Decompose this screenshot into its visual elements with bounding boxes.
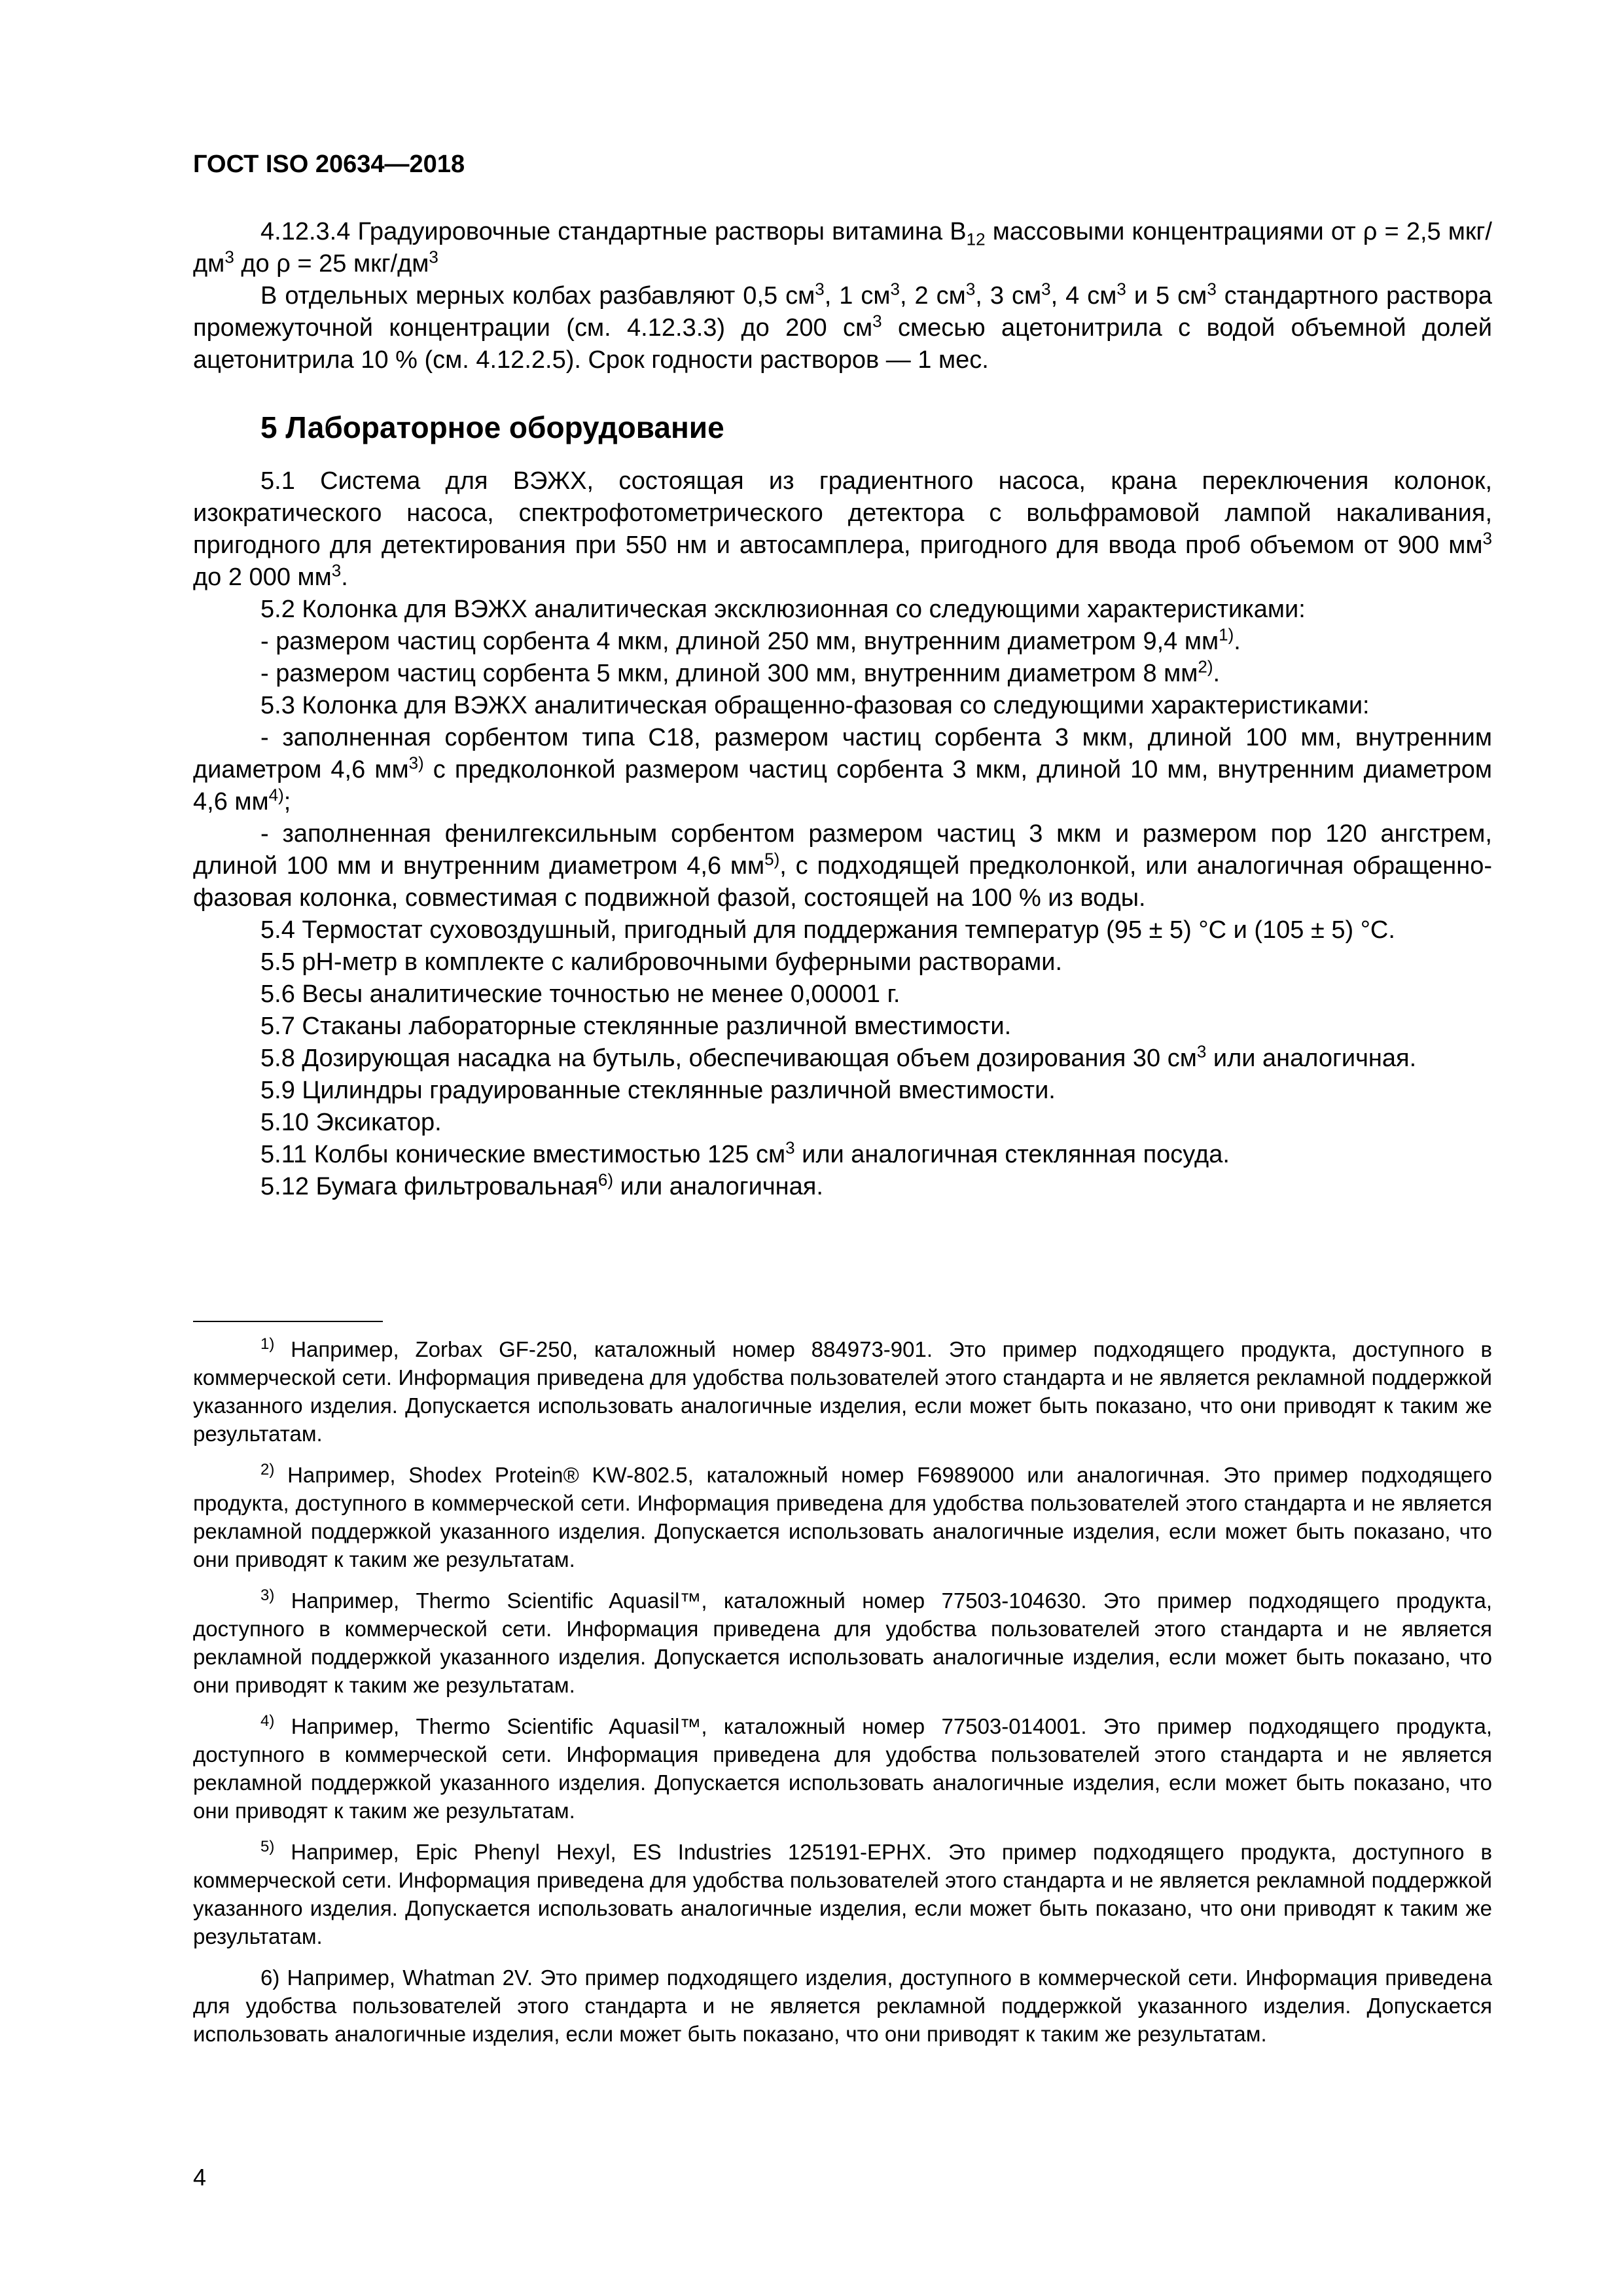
- section-title: 5 Лабораторное оборудование: [260, 410, 724, 444]
- paragraph-dilution: В отдельных мерных колбах разбавляют 0,5 $см^3$, 1 $см^3$, 2 $см^3$, 3 $см^3$, 4 $см^3$ и 5 $см^3$ стандартного раствора промежуточной концентрации (см. 4.12.3.3) до 200 $см^3$ смесью ацетонитрила с водой объемной долей ацетонитрила 10 % (см. 4.12.2.5). Срок годности растворов — 1 мес.: [193, 279, 1492, 374]
- footnote: 6) Например, Whatman 2V. Это пример подходящего изделия, доступного в коммерческой сети. Информация приведена для удобства пользователей этого стандарта и не является рекламной поддержкой указанного изделия. Допускается использовать аналогичные изделия, если может быть показано, что они приводят к таким же результатам.: [193, 1965, 1492, 2046]
- footnote-divider: [193, 1321, 383, 1322]
- item-5-2-dash-1: - размером частиц сорбента 4 мкм, длиной 250 мм, внутренним диаметром 9,4 $мм^{1)}$.: [260, 624, 1241, 655]
- item-5-3: 5.3 Колонка для ВЭЖХ аналитическая обращенно-фазовая со следующими характеристиками:: [260, 692, 1370, 719]
- footnote: $^{4)}$ Например, Thermo Scientific Aquasil™, каталожный номер 77503-014001. Это пример подходящего продукта, доступного в коммерческой сети. Информация приведена для удобства пользователей этого стандарта и не является рекламной поддержкой указанного изделия. Допускается использовать аналогичные изделия, если может быть показано, что они приводят к таким же результатам.: [193, 1712, 1492, 1823]
- item-5-10: 5.10 Эксикатор.: [260, 1109, 442, 1136]
- item-5-11: 5.11 Колбы конические вместимостью 125 $см^3$ или аналогичная стеклянная посуда.: [260, 1138, 1230, 1168]
- item-5-3-dash-1: - заполненная сорбентом типа С18, размером частиц сорбента 3 мкм, длиной 100 мм, внутренним диаметром 4,6 $мм^{3)}$ с предколонкой размером частиц сорбента 3 мкм, длиной 10 мм, внутренним диаметром 4,6 $мм^{4)}$;: [193, 724, 1492, 816]
- document-header: ГОСТ ISO 20634—2018: [193, 151, 465, 178]
- footnotes: [193, 1335, 1492, 2061]
- item-5-2: 5.2 Колонка для ВЭЖХ аналитическая эксклюзионная со следующими характеристиками:: [260, 596, 1306, 623]
- item-5-1: 5.1 Система для ВЭЖХ, состоящая из градиентного насоса, крана переключения колонок, изократического насоса, спектрофотометрического детектора с вольфрамовой лампой накаливания, пригодного для детектирования при 550 нм и автосамплера, пригодного для ввода проб объемом от 900 $мм^3$ до 2 000 $мм^3$.: [193, 467, 1492, 591]
- footnote: $^{2)}$ Например, Shodex Protein® KW-802.5, каталожный номер F6989000 или аналогичная. Это пример подходящего продукта, доступного в коммерческой сети. Информация приведена для удобства пользователей этого стандарта и не является рекламной поддержкой указанного изделия. Допускается использовать аналогичные изделия, если может быть показано, что они приводят к таким же результатам.: [193, 1461, 1492, 1571]
- footnote: $^{1)}$ Например, Zorbax GF-250, каталожный номер 884973-901. Это пример подходящего продукта, доступного в коммерческой сети. Информация приведена для удобства пользователей этого стандарта и не является рекламной поддержкой указанного изделия. Допускается использовать аналогичные изделия, если может быть показано, что они приводят к таким же результатам.: [193, 1335, 1492, 1446]
- footnote: $^{5)}$ Например, Epic Phenyl Hexyl, ES Industries 125191-EPHX. Это пример подходящего продукта, доступного в коммерческой сети. Информация приведена для удобства пользователей этого стандарта и не является рекламной поддержкой указанного изделия. Допускается использовать аналогичные изделия, если может быть показано, что они приводят к таким же результатам.: [193, 1838, 1492, 1948]
- footnote: $^{3)}$ Например, Thermo Scientific Aquasil™, каталожный номер 77503-104630. Это пример подходящего продукта, доступного в коммерческой сети. Информация приведена для удобства пользователей этого стандарта и не является рекламной поддержкой указанного изделия. Допускается использовать аналогичные изделия, если может быть показано, что они приводят к таким же результатам.: [193, 1587, 1492, 1697]
- item-5-4: 5.4 Термостат суховоздушный, пригодный для поддержания температур (95 ± 5) °С и (105 ± 5) °С.: [260, 916, 1395, 944]
- item-5-2-dash-2: - размером частиц сорбента 5 мкм, длиной 300 мм, внутренним диаметром 8 $мм^{2)}$.: [260, 656, 1221, 687]
- page-number: 4: [193, 2164, 207, 2191]
- item-5-7: 5.7 Стаканы лабораторные стеклянные различной вместимости.: [260, 1013, 1012, 1040]
- main-body: [193, 216, 1492, 1203]
- item-5-6: 5.6 Весы аналитические точностью не менее 0,00001 г.: [260, 980, 901, 1008]
- item-5-8: 5.8 Дозирующая насадка на бутыль, обеспечивающая объем дозирования 30 $см^3$ или аналогичная.: [260, 1041, 1417, 1072]
- item-5-3-dash-2: - заполненная фенилгексильным сорбентом размером частиц 3 мкм и размером пор 120 ангстрем, длиной 100 мм и внутренним диаметром 4,6 $мм^{5)}$, с подходящей предколонкой, или аналогичная обращенно-фазовая колонка, совместимая с подвижной фазой, состоящей на 100 % из воды.: [193, 820, 1492, 912]
- paragraph-4-12-3-4: 4.12.3.4 Градуировочные стандартные растворы витамина $B_{12}$ массовыми концентрациями от ρ = 2,5 мкг/$дм^3$ до ρ = 25 мкг/$дм^3$: [193, 218, 1492, 278]
- item-5-5: 5.5 рН-метр в комплекте с калибровочными буферными растворами.: [260, 948, 1062, 976]
- item-5-12: 5.12 Бумага фильтровальная$^{6)}$ или аналогичная.: [260, 1170, 823, 1200]
- item-5-9: 5.9 Цилиндры градуированные стеклянные различной вместимости.: [260, 1077, 1056, 1104]
